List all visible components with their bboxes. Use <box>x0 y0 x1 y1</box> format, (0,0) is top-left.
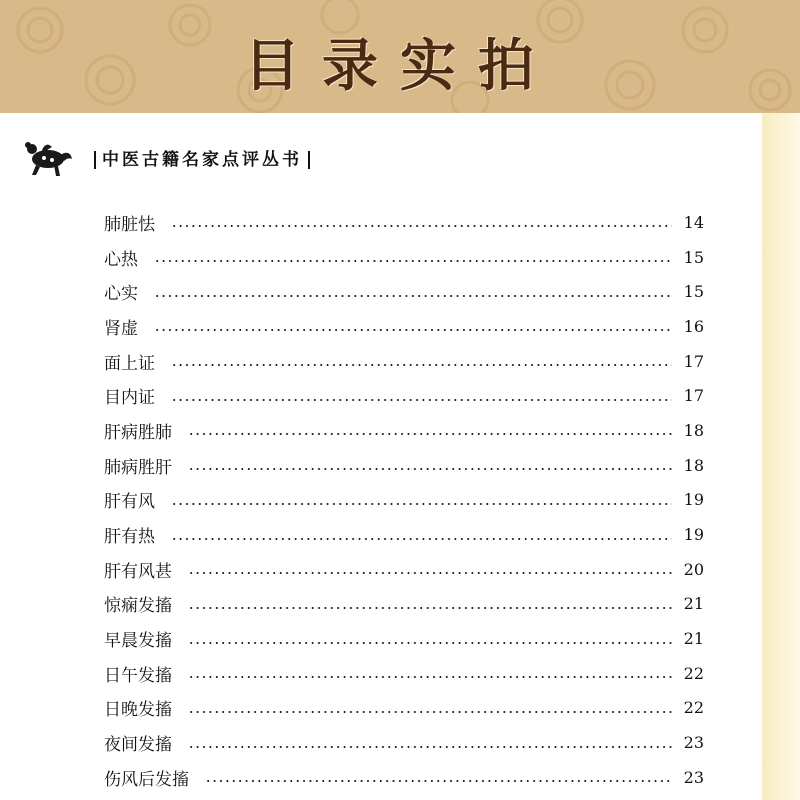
toc-entry-title: 肾虚 <box>104 318 138 339</box>
toc-entry-page: 18 <box>683 455 704 475</box>
toc-entry-page: 21 <box>683 629 704 649</box>
toc-entry <box>104 483 704 518</box>
toc-entry <box>104 760 704 795</box>
toc-entry-title: 肝有热 <box>104 527 155 548</box>
toc-entry <box>104 691 704 726</box>
dot-leader <box>188 746 672 748</box>
toc-entry <box>104 552 704 587</box>
dot-leader <box>171 225 672 227</box>
dot-leader <box>154 329 672 331</box>
toc-entry <box>104 309 704 344</box>
toc-entry-page: 23 <box>683 733 704 753</box>
dot-leader <box>188 572 672 574</box>
dot-leader <box>188 607 672 609</box>
toc-entry-title: 面上证 <box>104 353 155 374</box>
toc-entry-title: 早晨发搐 <box>104 631 172 652</box>
dot-leader <box>188 676 672 678</box>
toc-entry-title: 肺脏怯 <box>104 214 155 235</box>
toc-entry-title: 肺病胜肝 <box>104 457 172 478</box>
dot-leader <box>154 260 672 262</box>
dot-leader <box>154 295 672 297</box>
toc-entry-title: 肝有风甚 <box>104 561 172 582</box>
toc-entry <box>104 587 704 622</box>
toc-entry-page: 18 <box>683 420 704 440</box>
toc-entry-title: 目内证 <box>104 388 155 409</box>
toc-entry-page: 21 <box>683 594 704 614</box>
toc-entry-page: 19 <box>683 525 704 545</box>
toc-entry-page: 22 <box>683 698 704 718</box>
dot-leader <box>171 538 672 540</box>
toc-entry-title: 伤风后发搐 <box>104 769 189 790</box>
header-banner <box>0 0 800 113</box>
table-of-contents <box>104 205 704 795</box>
toc-entry-page: 16 <box>683 316 704 336</box>
toc-entry-title: 心实 <box>104 284 138 305</box>
toc-entry-page: 17 <box>683 386 704 406</box>
toc-entry <box>104 240 704 275</box>
toc-entry <box>104 725 704 760</box>
series-header <box>22 135 316 179</box>
toc-entry <box>104 378 704 413</box>
toc-entry <box>104 621 704 656</box>
dot-leader <box>188 433 672 435</box>
toc-entry <box>104 344 704 379</box>
toc-entry-page: 23 <box>683 767 704 787</box>
toc-entry <box>104 656 704 691</box>
toc-entry-title: 肝病胜肺 <box>104 422 172 443</box>
toc-entry-title: 惊痫发搐 <box>104 596 172 617</box>
toc-entry-title: 日午发搐 <box>104 665 172 686</box>
title-bar-right <box>308 151 310 169</box>
toc-entry <box>104 413 704 448</box>
toc-entry-title: 夜间发搐 <box>104 735 172 756</box>
dot-leader <box>188 468 672 470</box>
toc-entry-page: 17 <box>683 351 704 371</box>
toc-entry-page: 20 <box>683 559 704 579</box>
dot-leader <box>188 711 672 713</box>
dot-leader <box>188 642 672 644</box>
toc-entry-page: 14 <box>683 212 704 232</box>
toc-entry-page: 15 <box>683 282 704 302</box>
toc-entry-page: 15 <box>683 247 704 267</box>
dot-leader <box>205 780 672 782</box>
toc-entry <box>104 205 704 240</box>
dot-leader <box>171 399 672 401</box>
title-bar-left <box>94 151 96 169</box>
toc-entry-page: 22 <box>683 663 704 683</box>
dot-leader <box>171 364 672 366</box>
toc-entry-page: 19 <box>683 490 704 510</box>
toc-entry <box>104 448 704 483</box>
banner-title: 目录实拍 <box>244 33 556 99</box>
series-title-text: 中医古籍名家点评丛书 <box>102 149 302 170</box>
dot-leader <box>171 503 672 505</box>
toc-entry-title: 心热 <box>104 249 138 270</box>
dragon-emblem-icon <box>22 135 74 179</box>
series-title <box>88 145 316 170</box>
toc-entry <box>104 274 704 309</box>
toc-entry <box>104 517 704 552</box>
toc-entry-title: 肝有风 <box>104 492 155 513</box>
toc-entry-title: 日晚发搐 <box>104 700 172 721</box>
